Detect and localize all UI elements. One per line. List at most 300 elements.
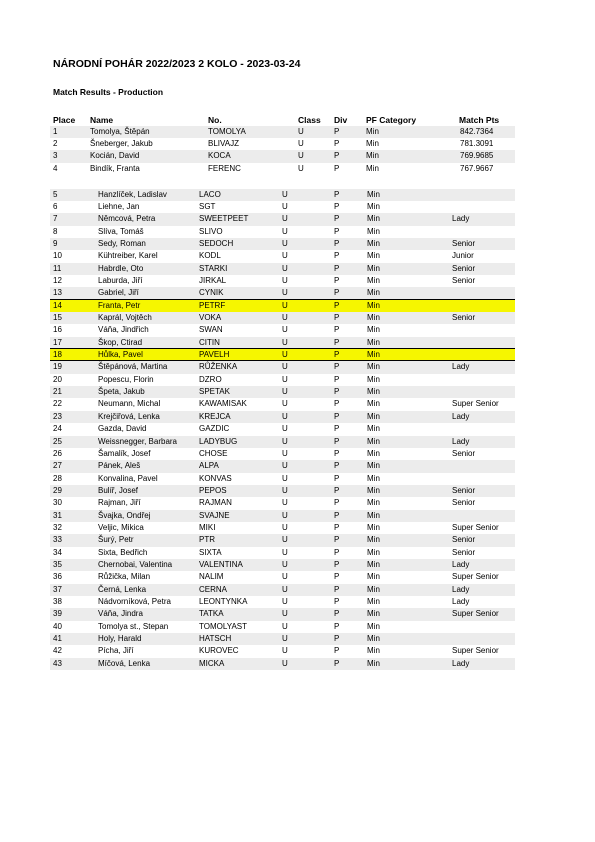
table-row (50, 275, 515, 287)
cell-name: Krejčiřová, Lenka (98, 411, 160, 421)
cell-pf-category: Min (367, 584, 380, 594)
cell-pf-category: Min (367, 411, 380, 421)
page-title: NÁRODNÍ POHÁR 2022/2023 2 KOLO - 2023-03-24 (53, 58, 301, 70)
cell-class: U (298, 151, 304, 161)
cell-no: LEONTYNKA (199, 597, 248, 607)
cell-div: P (334, 448, 340, 458)
cell-name: Neumann, Michal (98, 399, 161, 409)
cell-pf-category: Min (367, 535, 380, 545)
cell-class: U (282, 226, 288, 236)
cell-place: 10 (53, 251, 62, 261)
cell-category: Lady (452, 584, 470, 594)
cell-name: Kocián, David (90, 151, 140, 161)
cell-class: U (282, 634, 288, 644)
cell-no: DZRO (199, 374, 222, 384)
cell-class: U (282, 621, 288, 631)
cell-name: Škop, Ctirad (98, 337, 143, 347)
cell-div: P (334, 658, 340, 668)
cell-name: Němcová, Petra (98, 214, 156, 224)
cell-name: Tomolya, Štěpán (90, 126, 150, 136)
cell-class: U (282, 362, 288, 372)
cell-pf-category: Min (367, 251, 380, 261)
cell-class: U (282, 572, 288, 582)
cell-pf-category: Min (367, 263, 380, 273)
table-row (50, 226, 515, 238)
cell-class: U (282, 547, 288, 557)
table-row (50, 374, 515, 386)
cell-place: 17 (53, 337, 62, 347)
cell-class: U (282, 609, 288, 619)
cell-pf-category: Min (367, 621, 380, 631)
cell-pf-category: Min (367, 609, 380, 619)
cell-div: P (334, 214, 340, 224)
cell-place: 14 (53, 300, 62, 310)
cell-place: 3 (53, 151, 58, 161)
cell-class: U (282, 436, 288, 446)
cell-pf-category: Min (367, 424, 380, 434)
cell-category: Senior (452, 263, 476, 273)
cell-div: P (334, 288, 340, 298)
cell-no: SEDOCH (199, 238, 234, 248)
table-row (50, 460, 515, 472)
cell-class: U (282, 387, 288, 397)
table-row (50, 436, 515, 448)
cell-name: Růžička, Milan (98, 572, 151, 582)
cell-place: 35 (53, 560, 62, 569)
cell-category: Senior (452, 547, 476, 557)
table-row (50, 324, 515, 336)
cell-class: U (282, 485, 288, 495)
cell-place: 27 (53, 461, 62, 471)
cell-class: U (282, 646, 288, 656)
table-row (50, 547, 515, 559)
header-no: No. (208, 115, 222, 125)
cell-name: Černá, Lenka (98, 584, 147, 594)
cell-div: P (334, 399, 340, 409)
cell-category: Senior (452, 238, 476, 248)
cell-place: 31 (53, 510, 62, 520)
cell-class: U (282, 448, 288, 458)
table-row (50, 608, 515, 620)
cell-category: Senior (452, 498, 476, 508)
cell-name: Habrdle, Oto (98, 263, 144, 273)
cell-name: Pánek, Aleš (98, 461, 141, 471)
cell-no: TOMOLYA (208, 126, 246, 136)
table-row (50, 497, 515, 509)
cell-no: HATSCH (199, 634, 232, 644)
cell-name: Gazda, David (98, 424, 147, 434)
cell-no: LACO (199, 189, 221, 199)
cell-place: 36 (53, 572, 62, 582)
cell-name: Slíva, Tomáš (98, 226, 144, 236)
cell-no: RAJMAN (199, 498, 232, 508)
cell-name: Popescu, Florin (98, 374, 154, 384)
cell-class: U (282, 461, 288, 471)
page-subtitle: Match Results - Production (53, 87, 164, 97)
cell-div: P (334, 251, 340, 261)
cell-name: Míčová, Lenka (98, 658, 151, 668)
cell-name: Váňa, Jindřich (98, 325, 149, 335)
table-row (50, 201, 515, 213)
cell-place: 21 (53, 387, 62, 397)
cell-name: Chernobai, Valentina (98, 560, 173, 569)
cell-name: Kaprál, Vojtěch (98, 313, 152, 322)
cell-div: P (334, 138, 340, 148)
cell-div: P (334, 547, 340, 557)
cell-class: U (282, 374, 288, 384)
cell-div: P (334, 485, 340, 495)
cell-no: VALENTINA (199, 560, 243, 569)
cell-no: KONVAS (199, 473, 232, 483)
cell-pf-category: Min (367, 337, 380, 347)
table-row (50, 522, 515, 534)
cell-place: 24 (53, 424, 62, 434)
cell-no: GAZDIC (199, 424, 230, 434)
table-row (50, 386, 515, 398)
cell-name: Liehne, Jan (98, 201, 140, 211)
cell-name: Šamalík, Josef (98, 448, 151, 458)
cell-place: 41 (53, 634, 62, 644)
cell-pf-category: Min (367, 634, 380, 644)
cell-place: 38 (53, 597, 62, 607)
cell-pf-category: Min (367, 399, 380, 409)
cell-pf-category: Min (367, 436, 380, 446)
cell-place: 12 (53, 275, 62, 285)
cell-no: PETRF (199, 300, 226, 310)
cell-place: 20 (53, 374, 62, 384)
table-row (50, 138, 515, 150)
table-row (50, 349, 515, 361)
cell-category: Junior (452, 251, 474, 261)
cell-match-pts: 767.9667 (460, 163, 494, 173)
table-row (50, 584, 515, 596)
cell-class: U (282, 560, 288, 569)
cell-place: 32 (53, 522, 62, 532)
cell-category: Senior (452, 535, 476, 545)
cell-pf-category: Min (367, 362, 380, 372)
cell-div: P (334, 572, 340, 582)
cell-category: Lady (452, 597, 470, 607)
cell-class: U (282, 288, 288, 298)
cell-div: P (334, 436, 340, 446)
cell-class: U (282, 535, 288, 545)
cell-pf-category: Min (367, 510, 380, 520)
cell-name: Šurý, Petr (98, 535, 134, 545)
cell-div: P (334, 461, 340, 471)
cell-class: U (298, 138, 304, 148)
cell-div: P (334, 163, 340, 173)
cell-name: Konvalina, Pavel (98, 473, 158, 483)
header-match-pts: Match Pts (459, 115, 500, 125)
cell-div: P (334, 374, 340, 384)
table-row (50, 473, 515, 485)
cell-pf-category: Min (367, 374, 380, 384)
table-row (50, 411, 515, 423)
cell-name: Sixta, Bedřich (98, 547, 148, 557)
table-row (50, 534, 515, 546)
cell-no: SWEETPEET (199, 214, 249, 224)
cell-place: 18 (53, 350, 62, 360)
cell-div: P (334, 560, 340, 569)
cell-div: P (334, 226, 340, 236)
cell-name: Hůlka, Pavel (98, 350, 143, 360)
cell-name: Váňa, Jindra (98, 609, 143, 619)
cell-div: P (334, 634, 340, 644)
cell-div: P (334, 263, 340, 273)
cell-class: U (282, 597, 288, 607)
cell-div: P (334, 275, 340, 285)
cell-div: P (334, 510, 340, 520)
cell-pf-category: Min (366, 138, 379, 148)
cell-place: 37 (53, 584, 62, 594)
table-row (50, 126, 515, 138)
cell-place: 11 (53, 263, 62, 273)
cell-no: PEPOS (199, 485, 227, 495)
cell-place: 16 (53, 325, 62, 335)
cell-no: BLIVAJZ (208, 138, 239, 148)
cell-pf-category: Min (367, 522, 380, 532)
cell-no: CHOSE (199, 448, 228, 458)
cell-pf-category: Min (367, 238, 380, 248)
cell-category: Lady (452, 214, 470, 224)
cell-div: P (334, 646, 340, 656)
table-row (50, 263, 515, 275)
cell-pf-category: Min (367, 288, 380, 298)
cell-class: U (298, 126, 304, 136)
cell-no: SGT (199, 201, 216, 211)
table-row (50, 150, 515, 162)
table-row (50, 658, 515, 670)
cell-class: U (282, 584, 288, 594)
cell-category: Lady (452, 362, 470, 372)
cell-category: Senior (452, 275, 476, 285)
cell-class: U (282, 300, 288, 310)
table-header (0, 114, 595, 126)
table-row (50, 361, 515, 373)
cell-class: U (282, 522, 288, 532)
cell-pf-category: Min (367, 313, 380, 322)
cell-class: U (282, 201, 288, 211)
cell-no: KUROVEC (199, 646, 239, 656)
cell-category: Lady (452, 436, 470, 446)
cell-div: P (334, 522, 340, 532)
cell-div: P (334, 597, 340, 607)
cell-div: P (334, 424, 340, 434)
cell-div: P (334, 473, 340, 483)
cell-pf-category: Min (367, 473, 380, 483)
cell-name: Hanzlíček, Ladislav (98, 189, 167, 199)
cell-place: 5 (53, 189, 58, 199)
cell-pf-category: Min (367, 214, 380, 224)
cell-pf-category: Min (367, 189, 380, 199)
cell-div: P (334, 300, 340, 310)
cell-no: KREJCA (199, 411, 231, 421)
cell-place: 9 (53, 238, 58, 248)
cell-class: U (282, 313, 288, 322)
cell-no: STARKI (199, 263, 228, 273)
table-row (50, 163, 515, 175)
table-row (50, 596, 515, 608)
cell-class: U (282, 214, 288, 224)
cell-name: Weissnegger, Barbara (98, 436, 178, 446)
cell-place: 26 (53, 448, 62, 458)
cell-name: Rajman, Jiří (98, 498, 141, 508)
cell-pf-category: Min (367, 350, 380, 360)
cell-div: P (334, 584, 340, 594)
cell-place: 8 (53, 226, 58, 236)
table-row (50, 300, 515, 312)
cell-div: P (334, 238, 340, 248)
cell-pf-category: Min (367, 498, 380, 508)
cell-div: P (334, 411, 340, 421)
cell-name: Štěpánová, Martina (98, 362, 168, 372)
cell-category: Super Senior (452, 609, 499, 619)
cell-category: Super Senior (452, 646, 499, 656)
cell-category: Super Senior (452, 572, 499, 582)
table-row (50, 238, 515, 250)
cell-place: 40 (53, 621, 62, 631)
cell-match-pts: 781.3091 (460, 138, 494, 148)
cell-category: Super Senior (452, 522, 499, 532)
cell-pf-category: Min (367, 547, 380, 557)
cell-class: U (282, 238, 288, 248)
cell-div: P (334, 325, 340, 335)
cell-name: Švajka, Ondřej (98, 510, 151, 520)
table-row (50, 189, 515, 201)
cell-class: U (282, 424, 288, 434)
cell-name: Holy, Harald (98, 634, 142, 644)
cell-place: 1 (53, 126, 58, 136)
cell-place: 29 (53, 485, 62, 495)
cell-pf-category: Min (367, 275, 380, 285)
cell-no: JIRKAL (199, 275, 227, 285)
cell-place: 28 (53, 473, 62, 483)
cell-class: U (282, 337, 288, 347)
cell-place: 43 (53, 658, 62, 668)
cell-place: 22 (53, 399, 62, 409)
cell-name: Laburda, Jiří (98, 275, 143, 285)
cell-category: Senior (452, 313, 476, 322)
cell-no: SLIVO (199, 226, 223, 236)
cell-place: 39 (53, 609, 62, 619)
cell-no: KOCA (208, 151, 231, 161)
table-row (50, 633, 515, 645)
cell-place: 33 (53, 535, 62, 545)
cell-place: 7 (53, 214, 58, 224)
cell-name: Špeta, Jakub (98, 387, 145, 397)
cell-no: VOKA (199, 313, 222, 322)
table-row (50, 287, 515, 299)
cell-name: Bulíř, Josef (98, 485, 139, 495)
header-div: Div (334, 115, 348, 125)
cell-pf-category: Min (367, 226, 380, 236)
cell-match-pts: 769.9685 (460, 151, 494, 161)
cell-place: 42 (53, 646, 62, 656)
table-row (50, 213, 515, 225)
cell-class: U (282, 473, 288, 483)
cell-no: CITIN (199, 337, 220, 347)
cell-div: P (334, 387, 340, 397)
cell-no: SWAN (199, 325, 223, 335)
cell-place: 34 (53, 547, 62, 557)
cell-name: Kühtreiber, Karel (98, 251, 158, 261)
cell-class: U (282, 325, 288, 335)
cell-pf-category: Min (367, 560, 380, 569)
cell-pf-category: Min (367, 646, 380, 656)
header-pf-category: PF Category (366, 115, 417, 125)
cell-category: Lady (452, 411, 470, 421)
cell-name: Sedy, Roman (98, 238, 146, 248)
cell-class: U (282, 350, 288, 360)
cell-place: 25 (53, 436, 62, 446)
cell-class: U (282, 251, 288, 261)
cell-match-pts: 842.7364 (460, 126, 494, 136)
cell-div: P (334, 498, 340, 508)
header-place: Place (53, 115, 76, 125)
cell-no: TATKA (199, 609, 224, 619)
cell-pf-category: Min (367, 201, 380, 211)
table-row (50, 398, 515, 410)
table-row (50, 423, 515, 435)
cell-pf-category: Min (367, 485, 380, 495)
cell-no: MIKI (199, 522, 216, 532)
cell-place: 4 (53, 163, 58, 173)
cell-div: P (334, 126, 340, 136)
cell-div: P (334, 609, 340, 619)
cell-div: P (334, 189, 340, 199)
cell-place: 19 (53, 362, 62, 372)
cell-no: PAVELH (199, 350, 230, 360)
cell-no: ALPA (199, 461, 219, 471)
cell-name: Gabriel, Jiří (98, 288, 139, 298)
cell-no: SIXTA (199, 547, 222, 557)
table-row (50, 510, 515, 522)
cell-pf-category: Min (366, 163, 379, 173)
table-row (50, 621, 515, 633)
cell-class: U (282, 498, 288, 508)
table-row (50, 337, 515, 349)
cell-class: U (282, 658, 288, 668)
cell-no: SVAJNE (199, 510, 230, 520)
cell-class: U (282, 189, 288, 199)
cell-no: KODL (199, 251, 221, 261)
table-row (50, 448, 515, 460)
cell-class: U (282, 411, 288, 421)
table-row (50, 250, 515, 262)
table-row (50, 485, 515, 497)
table-row (50, 312, 515, 324)
header-name: Name (90, 115, 114, 125)
cell-div: P (334, 350, 340, 360)
cell-place: 30 (53, 498, 62, 508)
cell-no: MICKA (199, 658, 225, 668)
cell-no: RŮŽENKA (199, 362, 238, 372)
cell-div: P (334, 313, 340, 322)
cell-name: Šneberger, Jakub (90, 138, 153, 148)
cell-no: CYNIK (199, 288, 224, 298)
cell-class: U (298, 163, 304, 173)
cell-class: U (282, 263, 288, 273)
cell-place: 15 (53, 313, 62, 322)
cell-pf-category: Min (367, 597, 380, 607)
cell-place: 2 (53, 138, 58, 148)
cell-category: Senior (452, 485, 476, 495)
cell-category: Lady (452, 658, 470, 668)
cell-div: P (334, 201, 340, 211)
cell-div: P (334, 337, 340, 347)
cell-name: Nádvorníková, Petra (98, 597, 171, 607)
cell-name: Bindík, Franta (90, 163, 140, 173)
